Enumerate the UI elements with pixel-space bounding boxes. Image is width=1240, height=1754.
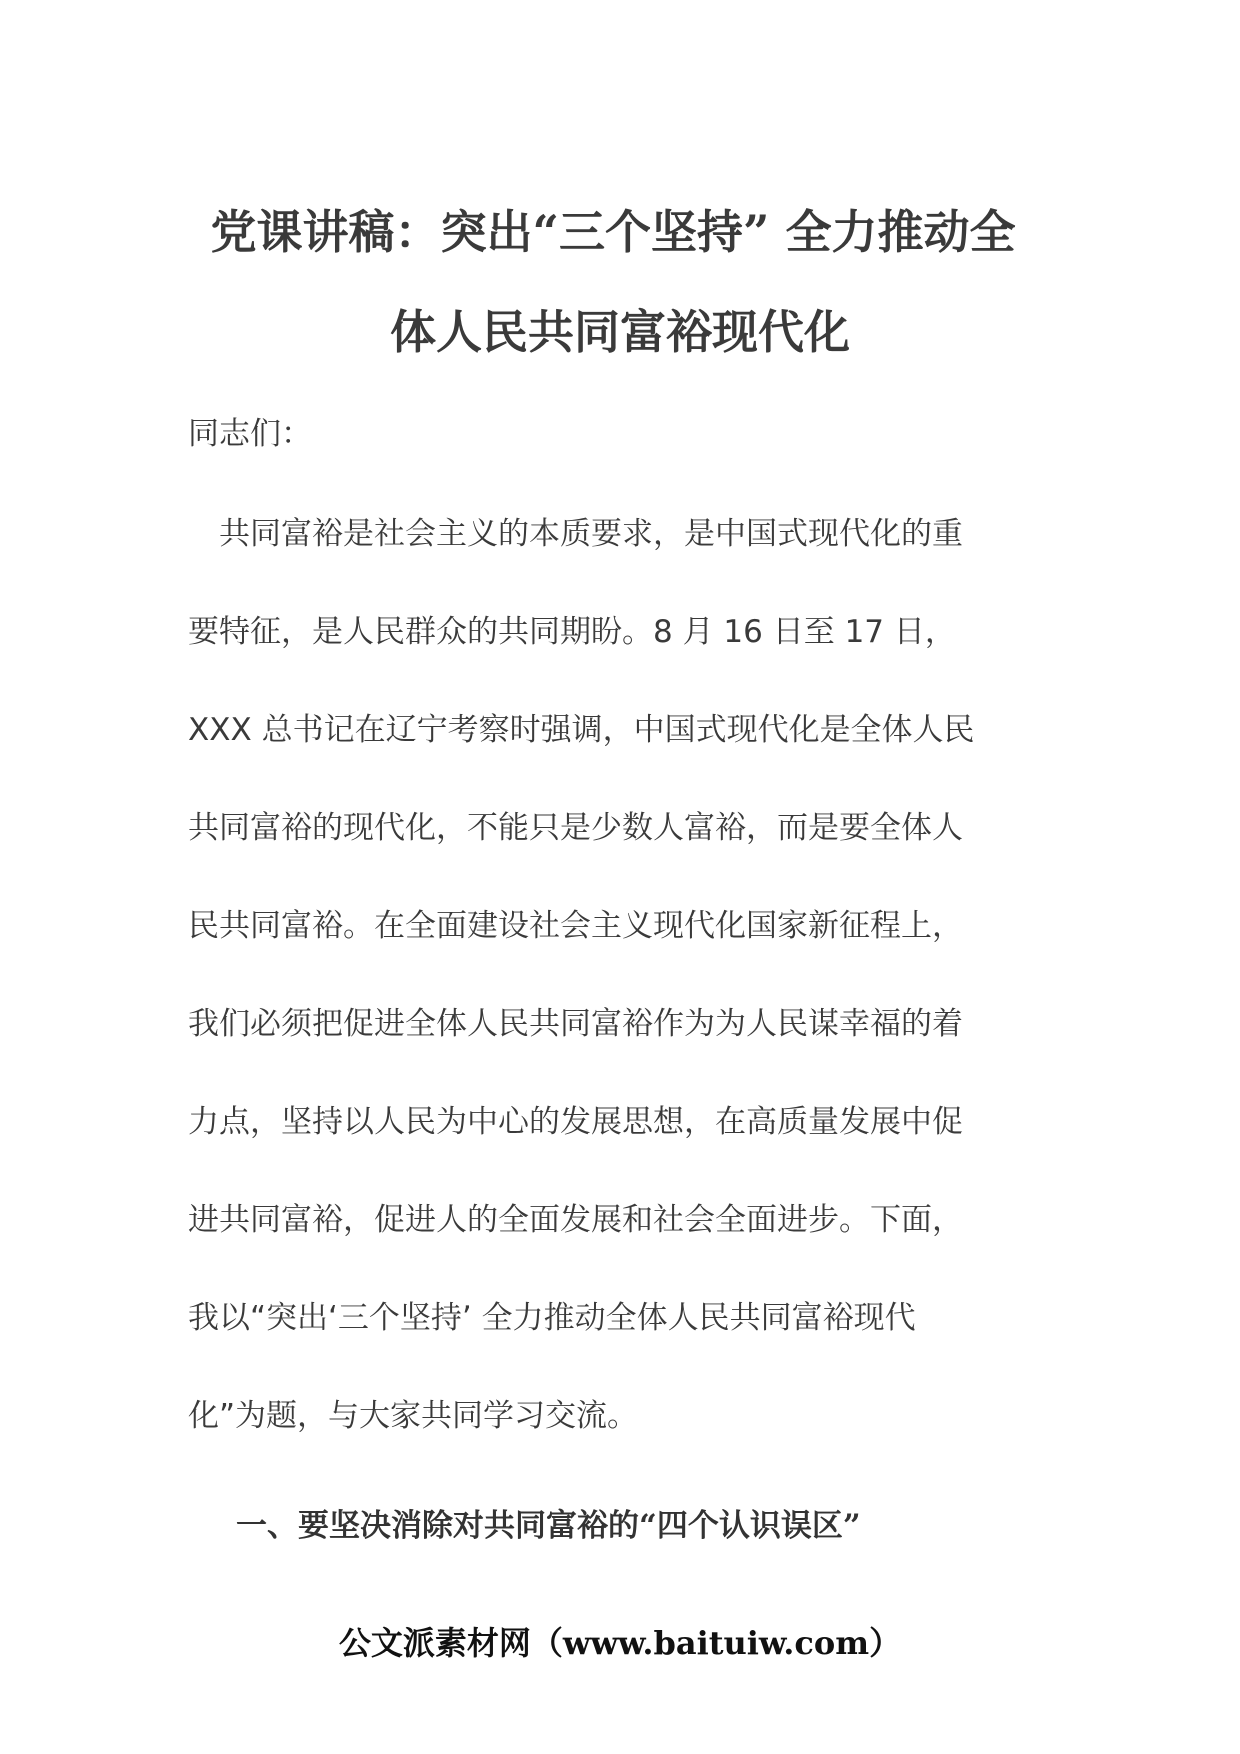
paragraph-line: 共同富裕的现代化，不能只是少数人富裕，而是要全体人 <box>188 810 963 846</box>
footer-watermark: 公文派素材网（www.baituiw.com） <box>338 1624 902 1662</box>
paragraph-line: 进共同富裕，促进人的全面发展和社会全面进步。下面， <box>188 1202 963 1238</box>
paragraph-line: 共同富裕是社会主义的本质要求，是中国式现代化的重 <box>188 516 963 552</box>
paragraph-line: 民共同富裕。在全面建设社会主义现代化国家新征程上， <box>188 908 963 944</box>
document-title-line-2: 体人民共同富裕现代化 <box>390 305 850 359</box>
greeting: 同志们： <box>188 416 312 452</box>
paragraph-line: 化”为题，与大家共同学习交流。 <box>188 1398 639 1434</box>
section-heading-1: 一、要坚决消除对共同富裕的“四个认识误区” <box>236 1508 861 1544</box>
paragraph-line: 我以“突出‘三个坚持’ 全力推动全体人民共同富裕现代 <box>188 1300 916 1336</box>
paragraph-line: 要特征，是人民群众的共同期盼。8 月 16 日至 17 日， <box>188 614 956 650</box>
document-title-line-1: 党课讲稿：突出“三个坚持” 全力推动全 <box>210 205 1016 259</box>
paragraph-line: XXX 总书记在辽宁考察时强调，中国式现代化是全体人民 <box>188 712 975 748</box>
paragraph-line: 我们必须把促进全体人民共同富裕作为为人民谋幸福的着 <box>188 1006 963 1042</box>
paragraph-line: 力点，坚持以人民为中心的发展思想，在高质量发展中促 <box>188 1104 963 1140</box>
